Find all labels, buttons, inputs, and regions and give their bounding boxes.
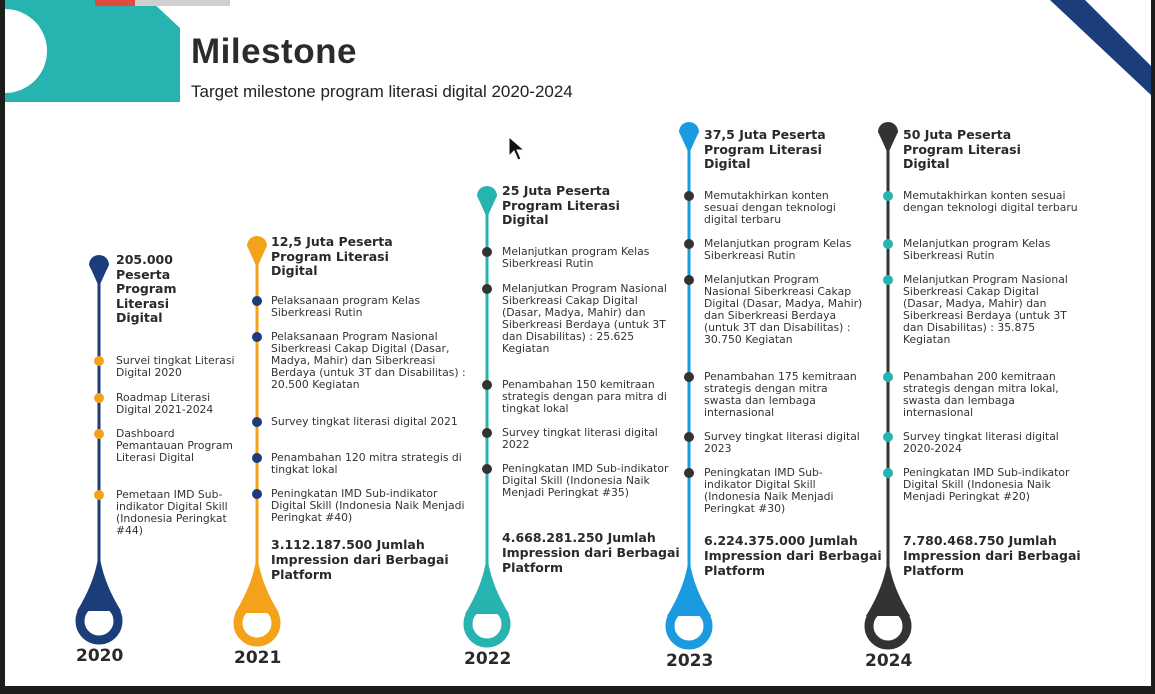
page-subtitle: Target milestone program literasi digital 2020-2024: [191, 82, 573, 101]
milestone-item: Pemetaan IMD Sub-indikator Digital Skill (Indonesia Peringkat #44): [116, 488, 228, 537]
year-label: 2022: [464, 649, 512, 669]
milestone-item: Melanjutkan program Kelas Siberkreasi Rutin: [903, 237, 1051, 262]
year-label: 2020: [76, 646, 124, 666]
impression-total: 4.668.281.250 Jumlah Impression dari Berbagai Platform: [502, 530, 680, 575]
bullet-dot-icon: [684, 432, 694, 442]
bullet-dot-icon: [482, 380, 492, 390]
milestone-item: Penambahan 175 kemitraan strategis dengan mitra swasta dan lembaga internasional: [704, 370, 857, 419]
milestone-item: Memutakhirkan konten sesuai dengan teknologi digital terbaru: [704, 189, 836, 226]
bullet-dot-icon: [94, 393, 104, 403]
bullet-dot-icon: [883, 468, 893, 478]
milestone-item: Peningkatan IMD Sub-indikator Digital Skill (Indonesia Naik Menjadi Peringkat #20): [903, 466, 1070, 503]
bullet-dot-icon: [883, 372, 893, 382]
milestone-item: Melanjutkan Program Nasional Siberkreasi Cakap Digital (Dasar, Madya, Mahir) dan Siberkreasi Berdaya (untuk 3T dan Disabilitas) : 25.625 Kegiatan: [502, 282, 667, 355]
year-label: 2023: [666, 651, 714, 671]
milestone-heading-2021: 12,5 Juta Peserta Program Literasi Digital: [271, 234, 393, 278]
milestone-heading-2022: 25 Juta Peserta Program Literasi Digital: [502, 183, 620, 227]
milestone-item: Melanjutkan program Kelas Siberkreasi Rutin: [502, 245, 650, 270]
timeline-pin-icon: [679, 122, 699, 154]
bullet-dot-icon: [252, 489, 262, 499]
milestone-item: Survey tingkat literasi digital 2022: [502, 426, 658, 451]
bullet-dot-icon: [252, 453, 262, 463]
bullet-dot-icon: [684, 275, 694, 285]
timeline-pin-icon: [477, 186, 497, 218]
milestone-item: Melanjutkan Program Nasional Siberkreasi Cakap Digital (Dasar, Madya, Mahir) dan Siberkreasi Berdaya (untuk 3T dan Disabilitas) : 35.875 Kegiatan: [903, 273, 1068, 346]
impression-total: 3.112.187.500 Jumlah Impression dari Berbagai Platform: [271, 537, 449, 582]
impression-total: 7.780.468.750 Jumlah Impression dari Berbagai Platform: [903, 533, 1081, 578]
timeline-2020: [77, 255, 121, 640]
bullet-dot-icon: [94, 490, 104, 500]
bullet-dot-icon: [252, 332, 262, 342]
year-label: 2021: [234, 648, 282, 668]
timeline-pin-icon: [878, 122, 898, 154]
milestone-heading-2023: 37,5 Juta Peserta Program Literasi Digital: [704, 127, 826, 171]
page-title: Milestone: [191, 32, 357, 71]
milestone-heading-2020: 205.000 Peserta Program Literasi Digital: [116, 252, 177, 325]
timeline-pin-icon: [89, 255, 109, 287]
bullet-dot-icon: [482, 464, 492, 474]
milestone-item: Pelaksanaan Program Nasional Siberkreasi Cakap Digital (Dasar, Madya, Mahir) dan Siberkreasi Berdaya (untuk 3T dan Disabilitas) : 20.500 Kegiatan: [271, 330, 466, 391]
bullet-dot-icon: [482, 284, 492, 294]
bullet-dot-icon: [684, 372, 694, 382]
milestone-item: Survei tingkat Literasi Digital 2020: [116, 354, 235, 379]
bullet-dot-icon: [684, 239, 694, 249]
bullet-dot-icon: [482, 247, 492, 257]
bullet-dot-icon: [252, 417, 262, 427]
milestone-item: Peningkatan IMD Sub-indikator Digital Skill (Indonesia Naik Menjadi Peringkat #40): [271, 487, 465, 524]
milestone-item: Survey tingkat literasi digital 2021: [271, 415, 458, 428]
year-label: 2024: [865, 651, 913, 671]
milestone-item: Survey tingkat literasi digital 2023: [704, 430, 860, 455]
milestone-item: Dashboard Pemantauan Program Literasi Digital: [116, 427, 233, 464]
bullet-dot-icon: [94, 356, 104, 366]
milestone-item: Melanjutkan program Kelas Siberkreasi Rutin: [704, 237, 852, 262]
bullet-dot-icon: [482, 428, 492, 438]
milestone-item: Peningkatan IMD Sub-indikator Digital Skill (Indonesia Naik Menjadi Peringkat #35): [502, 462, 669, 499]
milestone-heading-2024: 50 Juta Peserta Program Literasi Digital: [903, 127, 1021, 171]
bullet-dot-icon: [883, 432, 893, 442]
bullet-dot-icon: [252, 296, 262, 306]
milestone-item: Penambahan 150 kemitraan strategis dengan para mitra di tingkat lokal: [502, 378, 667, 415]
bullet-dot-icon: [883, 275, 893, 285]
milestone-item: Penambahan 200 kemitraan strategis dengan mitra lokal, swasta dan lembaga internasional: [903, 370, 1059, 419]
bullet-dot-icon: [883, 239, 893, 249]
milestone-item: Roadmap Literasi Digital 2021-2024: [116, 391, 214, 416]
milestone-item: Survey tingkat literasi digital 2020-2024: [903, 430, 1059, 455]
bullet-dot-icon: [684, 468, 694, 478]
milestone-item: Pelaksanaan program Kelas Siberkreasi Rutin: [271, 294, 421, 319]
bullet-dot-icon: [684, 191, 694, 201]
milestone-item: Melanjutkan Program Nasional Siberkreasi Cakap Digital (Dasar, Madya, Mahir) dan Siberkreasi Berdaya (untuk 3T dan Disabilitas) : 30.750 Kegiatan: [704, 273, 863, 346]
milestone-item: Penambahan 120 mitra strategis di tingkat lokal: [271, 451, 462, 476]
milestone-item: Peningkatan IMD Sub-indikator Digital Skill (Indonesia Naik Menjadi Peringkat #30): [704, 466, 834, 515]
bullet-dot-icon: [883, 191, 893, 201]
impression-total: 6.224.375.000 Jumlah Impression dari Berbagai Platform: [704, 533, 882, 578]
milestone-item: Memutakhirkan konten sesuai dengan teknologi digital terbaru: [903, 189, 1078, 214]
timeline-pin-icon: [247, 236, 267, 268]
bullet-dot-icon: [94, 429, 104, 439]
